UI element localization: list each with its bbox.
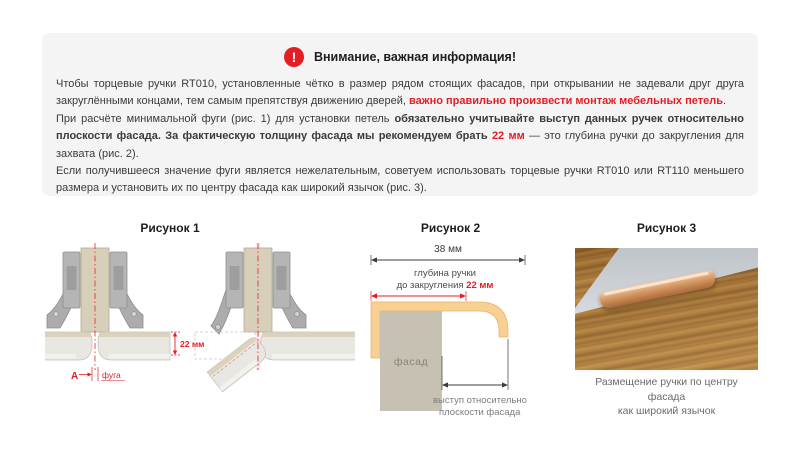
highlight-bold: обязательно учитывайте выступ данных ручек относительно плоскости фасада. За фактическую толщину фасада мы рекомендуем брать [56, 112, 744, 143]
depth-dimension-label: 22 мм [180, 339, 205, 349]
highlight-red-hinges: важно правильно произвести монтаж мебельных петель [409, 95, 723, 108]
warning-card [42, 33, 758, 196]
paragraph-2: При расчёте минимальной фуги (рис. 1) для установки петель обязательно учитывайте выступ данных ручек относительно плоскости фасада. За фактическую толщину фасада мы рекомендуем брать 22 мм — это глубина ручки до закругления для захвата (рис. 2). [56, 112, 744, 160]
hinge-closed-diagram [45, 243, 204, 382]
facade-label: фасад [393, 356, 429, 368]
figure3-photo [575, 248, 758, 370]
exclamation-icon: ! [284, 47, 304, 67]
figure2-caption: Рисунок 2 [420, 221, 481, 235]
warning-body [42, 67, 758, 198]
figure3-note-line1: Размещение ручки по центру фасада [595, 376, 738, 403]
highlight-red-22mm: 22 мм [491, 130, 525, 143]
warning-header [42, 33, 758, 67]
protrusion-label-line2: плоскости фасада [439, 407, 521, 418]
figure1-diagram [45, 240, 355, 405]
depth-value: 22 мм [466, 280, 494, 291]
paragraph-3: Если получившееся значение фуги является нежелательным, советуем использовать торцевые ручки RT010 или RT110 меньшего размера и установить их по центру фасада как широкий язычок (рис. 3). [56, 165, 744, 195]
paragraph-1: Чтобы торцевые ручки RT010, установленные чётко в размер рядом стоящих фасадов, при открывании не задевали друг друга закруглёнными концами, тем самым препятствуя движению дверей, важно правильно произвести монтаж мебельных петель. [56, 78, 744, 108]
warning-title: Внимание, важная информация! [313, 50, 516, 64]
width-dimension-label: 38 мм [434, 244, 462, 255]
figure2-diagram [365, 238, 540, 423]
figure3-note [575, 375, 758, 419]
depth-label-line2: до закругления 22 мм [396, 280, 494, 291]
figure3-note-line2: как широкий язычок [617, 405, 716, 417]
gap-fuga-label: фуга [102, 370, 121, 380]
hinge-open-diagram [195, 243, 355, 392]
figure3-caption: Рисунок 3 [636, 221, 697, 235]
gap-a-label: А [71, 371, 79, 382]
depth-label-line1: глубина ручки [414, 268, 476, 279]
protrusion-label-line1: выступ относительно [433, 395, 527, 406]
figure1-caption: Рисунок 1 [140, 221, 200, 235]
